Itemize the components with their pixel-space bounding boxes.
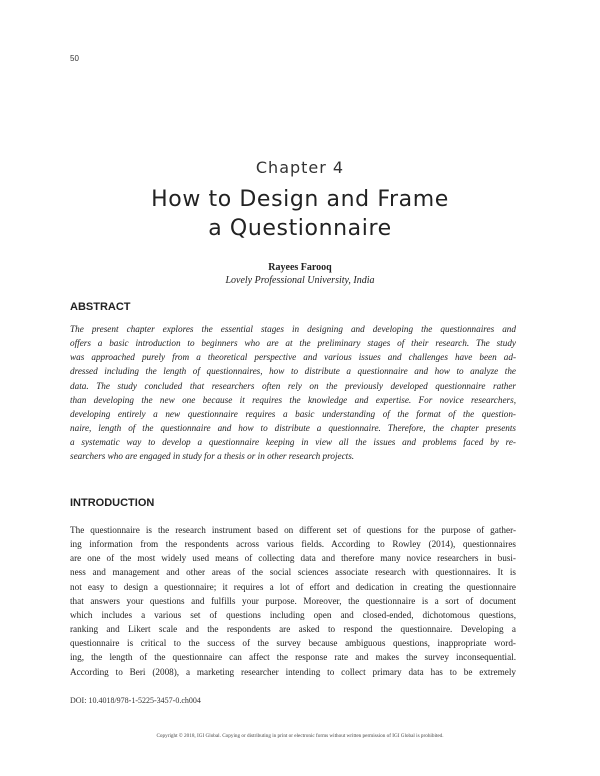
introduction-heading: INTRODUCTION <box>70 497 155 509</box>
abstract-line: was approached purely from a theoretical perspective and various issues and challenges have been ad- <box>70 352 516 363</box>
introduction-line: The questionnaire is the research instrument based on different set of questions for the purpose of gather- <box>70 525 516 535</box>
abstract-line: than developing the new one because it requires the knowledge and expertise. For novice researchers, <box>70 394 516 405</box>
introduction-line: questionnaire is critical to the success of the survey because ambiguous questions, inappropriate word- <box>70 638 516 649</box>
doi: DOI: 10.4018/978-1-5225-3457-0.ch004 <box>70 696 201 705</box>
abstract-line: offers a basic introduction to beginners who are at the preliminary stages of their research. The study <box>70 338 516 349</box>
abstract-line: dressed including the length of questionnaires, how to distribute a questionnaire and how to analyze the <box>70 366 516 377</box>
abstract-line: developing entirely a new questionnaire requires a basic understanding of the format of the question- <box>70 408 516 419</box>
abstract-line: a systematic way to develop a questionnaire keeping in view all the issues and problems faced by re- <box>70 437 516 448</box>
abstract-heading: ABSTRACT <box>70 301 131 313</box>
introduction-line: which includes a various set of questions including open and closed-ended, dichotomous questions, <box>70 609 516 620</box>
introduction-line: are one of the most widely used means of collecting data and therefore many novice researchers in busi- <box>70 553 516 564</box>
introduction-line: that answers your questions and fulfills your purpose. Moreover, the questionnaire is a sort of document <box>70 595 516 606</box>
introduction-body <box>70 523 516 679</box>
chapter-label: Chapter 4 <box>255 158 345 177</box>
page-number: 50 <box>70 54 79 63</box>
introduction-line: ing information from the respondents across various fields. According to Rowley (2014), questionnaires <box>70 539 516 550</box>
abstract-line: naire, length of the questionnaire and how to distribute a questionnaire. Therefore, the chapter presents <box>70 423 516 434</box>
introduction-line: not easy to design a questionnaire; it requires a lot of effort and dedication in creating the questionnaire <box>70 581 516 592</box>
author-affiliation: Lovely Professional University, India <box>225 275 375 286</box>
chapter-title <box>0 185 600 243</box>
introduction-line: ness and management and other areas of the social sciences associate research with questionnaires. It is <box>70 567 516 578</box>
abstract-line: The present chapter explores the essential stages in designing and developing the questionnaires and <box>70 324 516 334</box>
introduction-line: According to Beri (2008), a marketing researcher intending to collect primary data has to be extremely <box>70 666 516 677</box>
abstract-body <box>70 322 516 464</box>
introduction-line: ing, the length of the questionnaire can affect the response rate and makes the survey inconsequential. <box>70 652 516 663</box>
author-name: Rayees Farooq <box>268 262 332 273</box>
abstract-line: data. The study concluded that researchers often rely on the previously developed questionnaire rather <box>70 380 516 391</box>
chapter-title-line-2: a Questionnaire <box>208 216 392 241</box>
copyright-notice: Copyright © 2018, IGI Global. Copying or distributing in print or electronic forms without written permission of IGI Global is prohibited. <box>156 733 444 739</box>
abstract-line: searchers who are engaged in study for a thesis or in other research projects. <box>70 451 355 462</box>
introduction-line: ranking and Likert scale and the respondents are asked to respond the questionnaire. Developing a <box>70 624 516 635</box>
chapter-title-line-1: How to Design and Frame <box>151 187 449 212</box>
